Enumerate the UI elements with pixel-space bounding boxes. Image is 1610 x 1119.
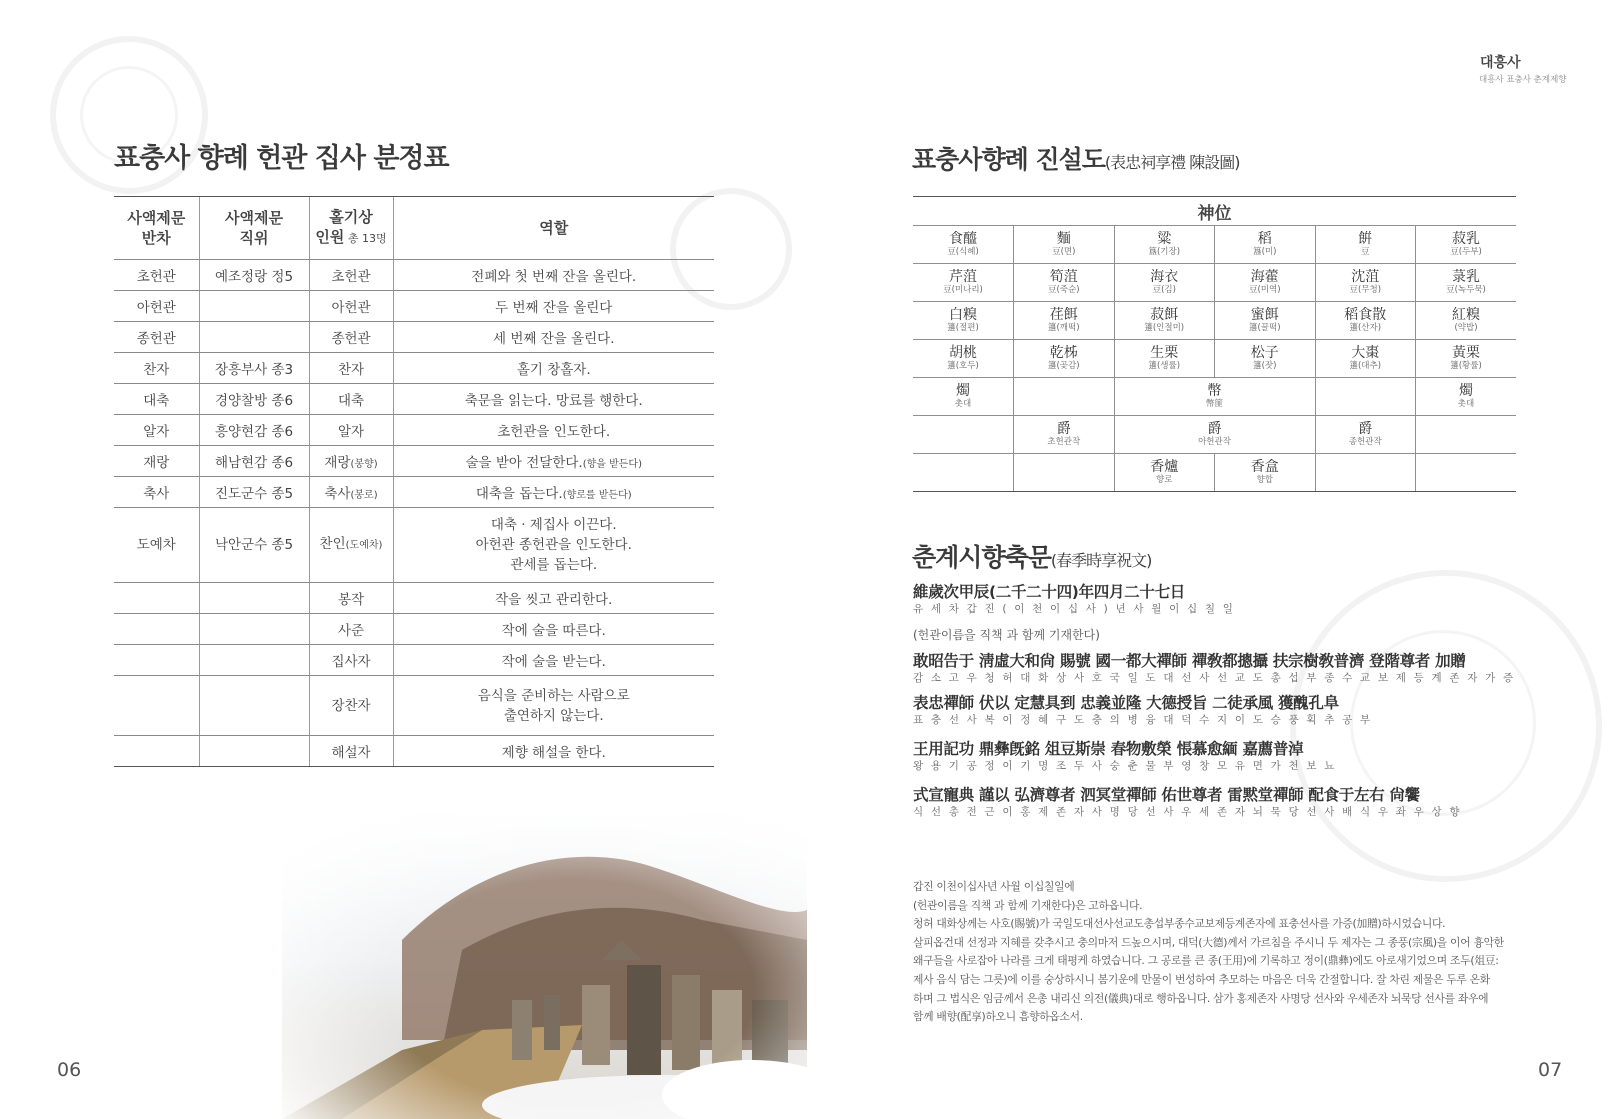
prayer-line: 維歲次甲辰(二千二十四)年四月二十七日 유 세 차 갑 진 ( 이 천 이 십 사 ) 년 사 월 이 십 칠 일 — [913, 583, 1236, 615]
header-personnel: 홀기상 인원 총 13명 — [309, 197, 393, 260]
altar-row-4: 胡桃 籩(호두) 乾柹 籩(곶감) 生栗 籩(생률) 松子 籩(잣) 大棗 籩(대추) 黃栗 籩(황률) — [913, 340, 1516, 378]
duty-table-title: 표충사 향례 헌관 집사 분정표 — [114, 143, 449, 174]
table-row: 해설자 제향 해설을 한다. — [114, 736, 714, 767]
altar-header-row: 神位 — [913, 197, 1516, 226]
altar-row-candles: 燭 촛대 幣 幣篚 燭 촛대 — [913, 378, 1516, 416]
prayer-title: 춘계시향축문(春季時享祝文) — [912, 543, 1152, 572]
header-role: 역할 — [393, 197, 714, 260]
temple-courtyard-photo — [282, 800, 807, 1119]
table-row: 장찬자 음식을 준비하는 사람으로 출연하지 않는다. — [114, 676, 714, 736]
altar-chart-title: 표충사향례 진설도(表忠祠享禮 陳設圖) — [912, 145, 1240, 174]
altar-setting-chart — [913, 196, 1516, 492]
prayer-line: 王用記功 鼎彝旣銘 俎豆斯崇 春物敷榮 悵慕愈緬 嘉薦普淖 왕 용 기 공 정 이 기 명 조 두 사 숭 춘 물 부 영 창 모 유 면 가 천 보 뇨 — [913, 740, 1337, 772]
header-rank: 사액제문 반차 — [114, 197, 199, 260]
table-row: 집사자 작에 술을 받는다. — [114, 645, 714, 676]
table-row: 재랑 해남현감 종6 재랑(봉향) 술을 받아 전달한다.(향을 받든다) — [114, 446, 714, 477]
page-number-left: 06 — [57, 1059, 82, 1081]
prayer-note: (헌관이름을 직책 과 함께 기재한다) — [913, 628, 1100, 642]
prayer-text — [913, 582, 1553, 819]
temple-logo: 대흥사 — [1480, 55, 1521, 71]
prayer-translation: 갑진 이천이십사년 사월 이십칠일에 (헌관이름을 직책 과 함께 기재한다)은 고하옵니다. 청허 대화상께는 사호(賜號)가 국일도대선사선교도총섭부종수교보제등계존자에 표충선사를 가증(加贈)하시었습니다. 살피옵건대 선정과 지혜를 갖추시고 충의마저 드높으시며, 대덕(大德)께서 가르침을 주시니 두 제자는 그 종풍(宗風)을 이어 흉악한 왜구들을 사로잡아 나라를 크게 태평케 하였습니다. 그 공로를 큰 종(王用)에 기록하고 정이(鼎彝)에도 아로새기었으며 조두(俎豆: 제사 음식 담는 그릇)에 이를 숭상하시니 봄기운에 만물이 번성하여 추모하는 마음은 더욱 간절합니다. 잘 차린 제물은 두루 온화 하며 그 법식은 임금께서 은총 내리신 의전(儀典)대로 행하옵니다. 삼가 홍제존자 사명당 선사와 우세존자 뇌묵당 선사를 좌우에 함께 배향(配享)하오니 흠향하옵소서. — [913, 880, 1504, 1024]
altar-row-3: 白糗 籩(절편) 荏餌 籩(깨떡) 菽餌 籩(인절미) 蜜餌 籩(꿀떡) 稻食散 籩(산자) 紅糗 (약밥) — [913, 302, 1516, 340]
altar-row-incense: 香爐 향로 香盒 향합 — [913, 454, 1516, 492]
duty-assignment-table — [114, 196, 714, 767]
altar-row-2: 芹菹 豆(미나리) 筍菹 豆(죽순) 海衣 豆(김) 海藿 豆(미역) 沈菹 豆(무청) 菉乳 豆(녹두묵) — [913, 264, 1516, 302]
table-row: 초헌관 예조정랑 정5 초헌관 전폐와 첫 번째 잔을 올린다. — [114, 260, 714, 291]
altar-row-1: 食醯 豆(식혜) 麵 豆(면) 粱 簋(기장) 稻 簋(미) 餠 豆 菽乳 豆(두부) — [913, 226, 1516, 264]
photo-illustration — [282, 800, 807, 1119]
prayer-line: 表忠禪師 伏以 定慧具到 忠義並隆 大德授旨 二徒承風 獲醜孔阜 표 충 선 사 복 이 정 혜 구 도 충 의 병 융 대 덕 수 지 이 도 승 풍 획 추 공 부 — [913, 694, 1373, 726]
table-row: 알자 흥양현감 종6 알자 초헌관을 인도한다. — [114, 415, 714, 446]
table-row: 사준 작에 술을 따른다. — [114, 614, 714, 645]
page-number-right: 07 — [1538, 1059, 1563, 1081]
table-row: 찬자 장흥부사 종3 찬자 홀기 창홀자. — [114, 353, 714, 384]
prayer-line: 式宣寵典 謹以 弘濟尊者 泗冥堂禪師 佑世尊者 雷黙堂禪師 配食于左右 尙饗 식 선 총 전 근 이 홍 제 존 자 사 명 당 선 사 우 세 존 자 뇌 묵 당 선 사 배 식 우 좌 우 상 향 — [913, 786, 1462, 818]
header-position: 사액제문 직위 — [199, 197, 309, 260]
table-row: 종헌관 종헌관 세 번째 잔을 올린다. — [114, 322, 714, 353]
table-row: 대축 경양찰방 종6 대축 축문을 읽는다. 망료를 행한다. — [114, 384, 714, 415]
table-row: 아헌관 아헌관 두 번째 잔을 올린다 — [114, 291, 714, 322]
table-header-row — [114, 197, 714, 260]
table-row: 봉작 작을 씻고 관리한다. — [114, 583, 714, 614]
logo-subtitle: 대흥사 표충사 춘계제향 — [1479, 75, 1567, 85]
altar-row-cups: 爵 초헌관작 爵 아헌관작 爵 종헌관작 — [913, 416, 1516, 454]
prayer-line: 敢昭告于 淸虛大和尙 賜號 國一都大禪師 禪敎都摠攝 扶宗樹敎普濟 登階尊者 加贈 감 소 고 우 청 허 대 화 상 사 호 국 일 도 대 선 사 선 교 도 총 섭 부 종 수 교 보 제 등 계 존 자 가 증 — [913, 652, 1516, 684]
table-row: 축사 진도군수 종5 축사(봉로) 대축을 돕는다.(향로를 받든다) — [114, 477, 714, 508]
table-row: 도예차 낙안군수 종5 찬인(도예차) 대축 · 제집사 이끈다. 아헌관 종헌관을 인도한다. 관세를 돕는다. — [114, 508, 714, 583]
